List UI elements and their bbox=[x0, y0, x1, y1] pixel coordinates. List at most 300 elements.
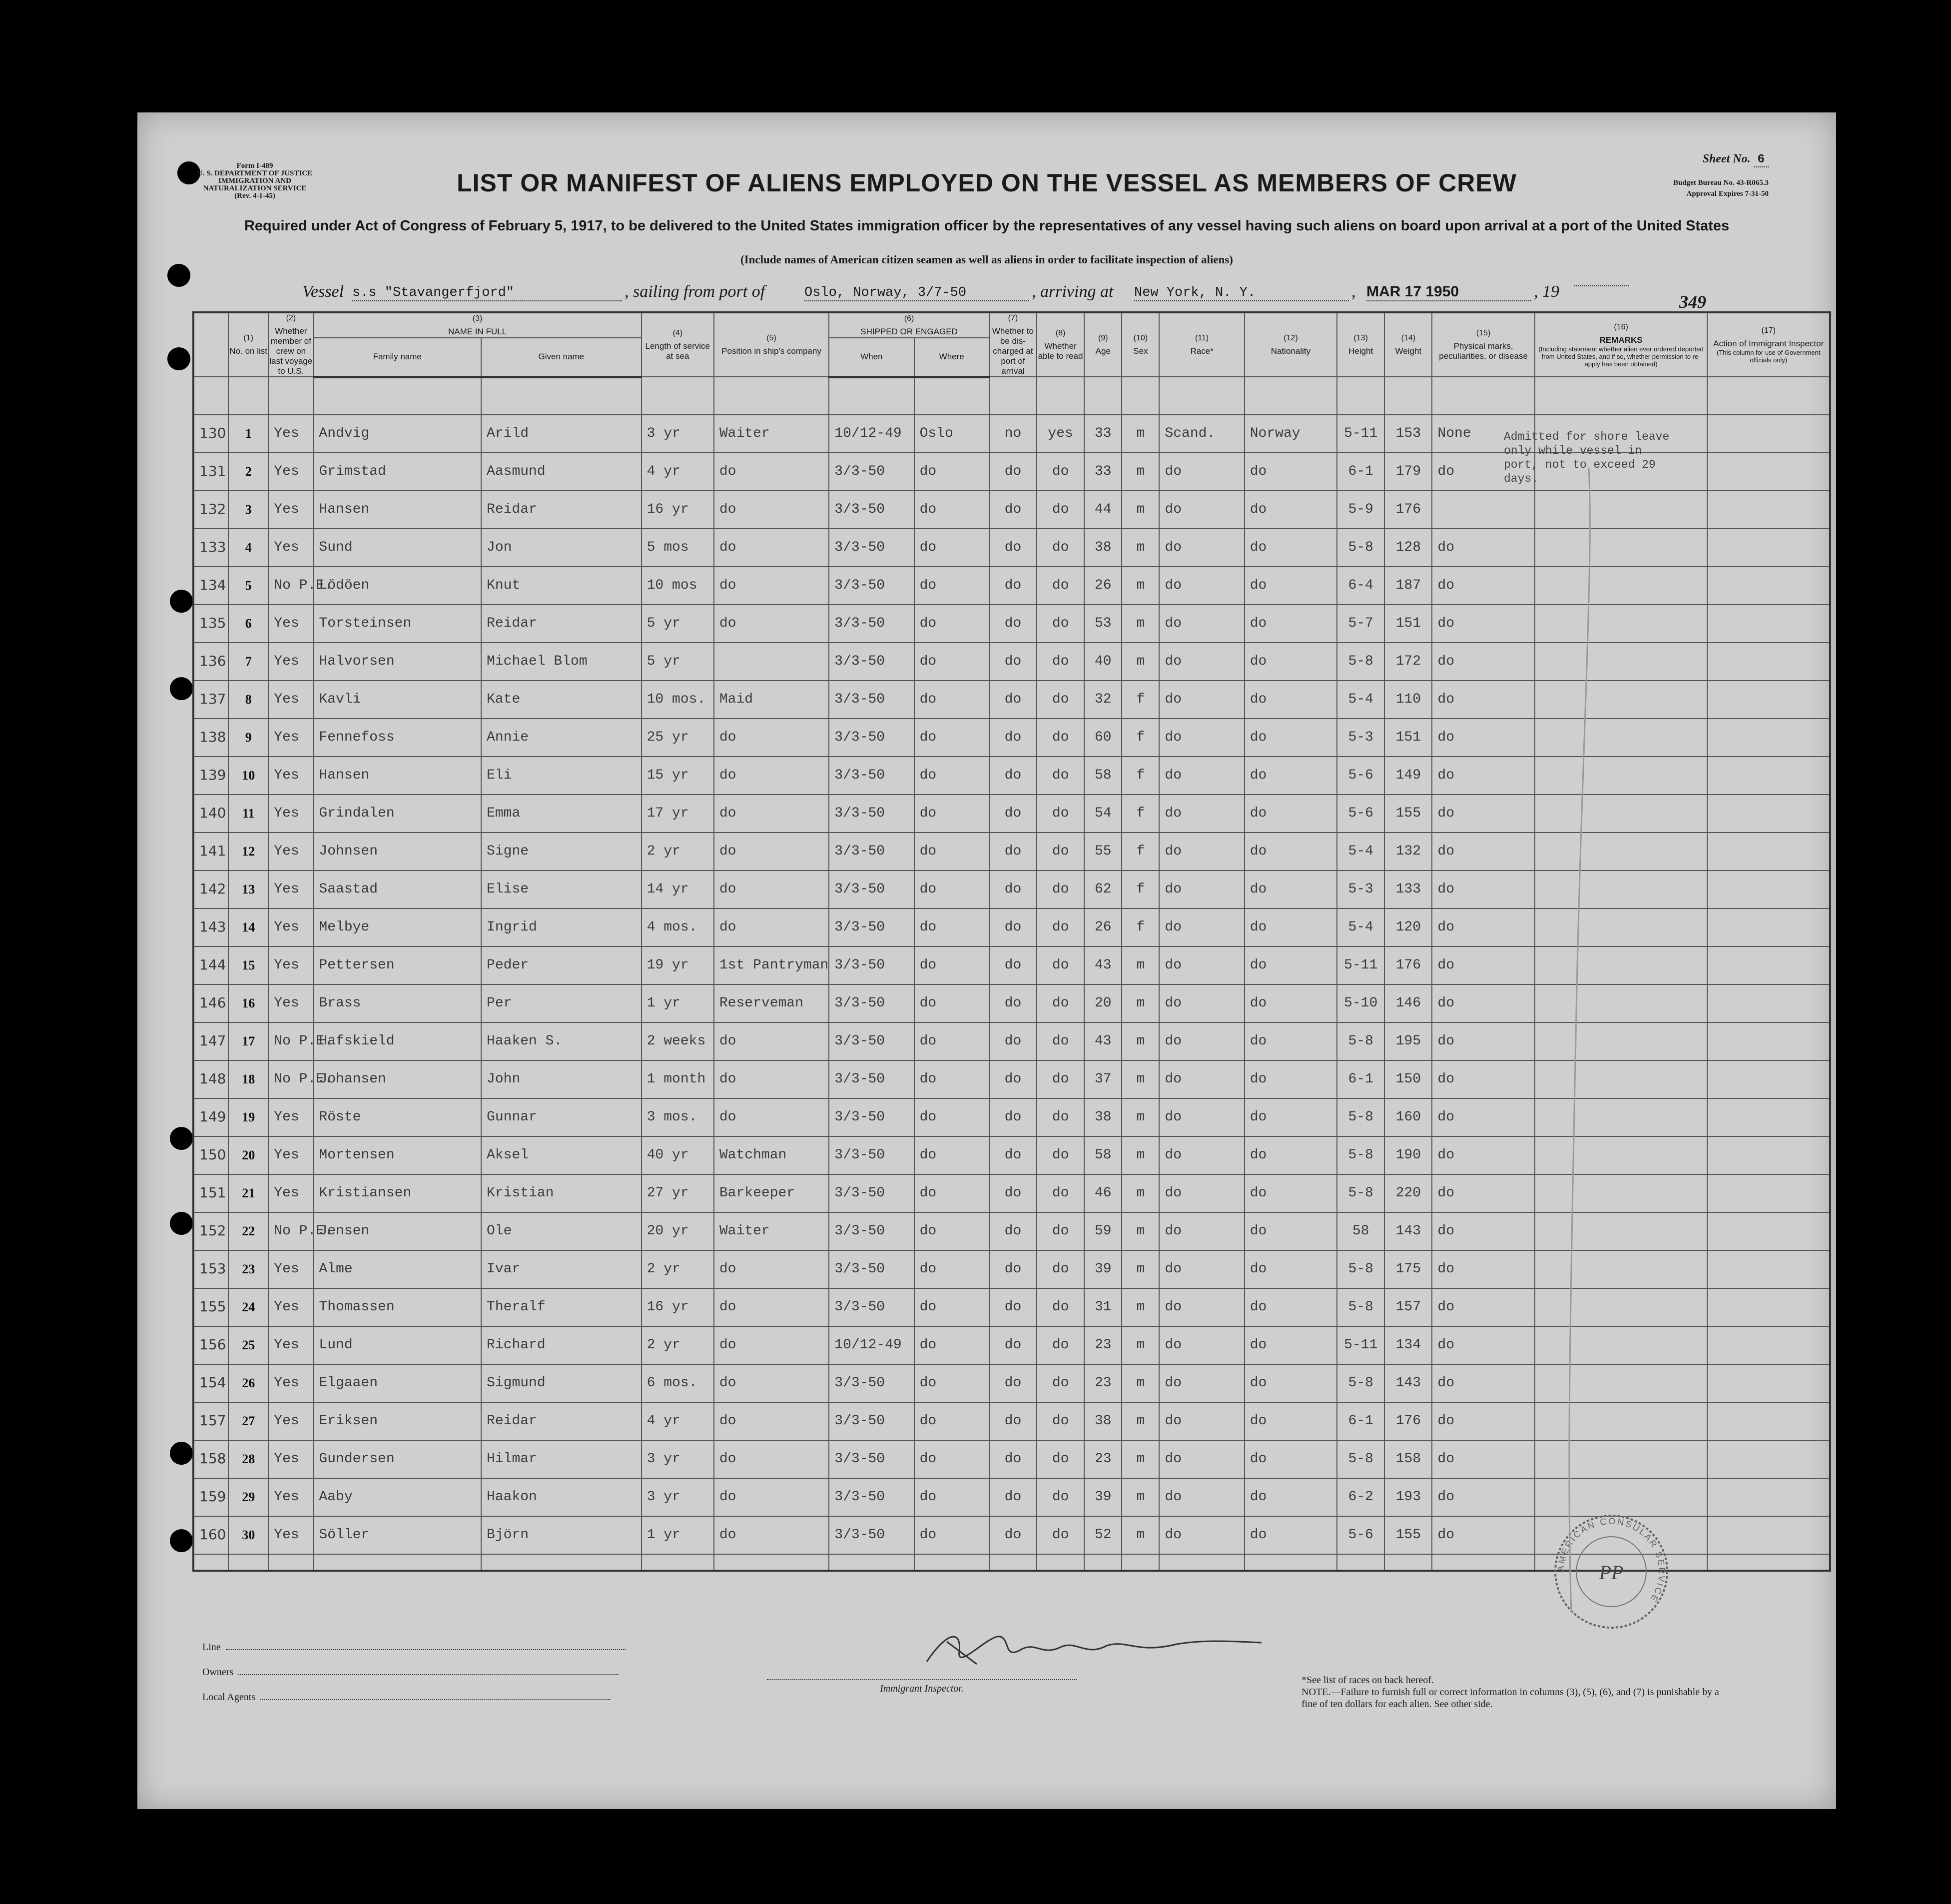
cell-remarks bbox=[1535, 1136, 1708, 1174]
cell-race: do bbox=[1159, 605, 1244, 643]
table-row bbox=[193, 1326, 1830, 1364]
cell-no: 22 bbox=[228, 1212, 268, 1250]
cell-discharged: do bbox=[989, 833, 1037, 871]
cell-sex: m bbox=[1122, 947, 1159, 984]
cell-when: 3/3-50 bbox=[829, 681, 914, 719]
cell-given: Hilmar bbox=[481, 1440, 642, 1478]
cell-nationality: do bbox=[1245, 681, 1337, 719]
cell-service: 1 yr bbox=[642, 984, 714, 1022]
cell-service: 5 mos bbox=[642, 529, 714, 567]
cell-height: 5-4 bbox=[1337, 681, 1384, 719]
line-number-cell bbox=[193, 1136, 228, 1174]
table-row bbox=[193, 757, 1830, 795]
cell-height: 5-8 bbox=[1337, 1098, 1384, 1136]
cell-where: do bbox=[914, 757, 989, 795]
cell-member: Yes bbox=[268, 1440, 313, 1478]
cell-when: 3/3-50 bbox=[829, 947, 914, 984]
cell-given: Ingrid bbox=[481, 909, 642, 947]
col-header-given: Given name bbox=[481, 338, 642, 377]
table-row bbox=[193, 1440, 1830, 1478]
cell-remarks bbox=[1535, 1212, 1708, 1250]
line-number-cell bbox=[193, 529, 228, 567]
cell-marks: do bbox=[1432, 1440, 1534, 1478]
cell-discharged: do bbox=[989, 1478, 1037, 1516]
cell-marks: do bbox=[1432, 1212, 1534, 1250]
cell-no: 1 bbox=[228, 415, 268, 453]
cell-when: 3/3-50 bbox=[829, 643, 914, 681]
cell-where: do bbox=[914, 1250, 989, 1288]
cell-remarks bbox=[1535, 605, 1708, 643]
cell-when: 3/3-50 bbox=[829, 833, 914, 871]
cell-weight: 176 bbox=[1384, 1402, 1432, 1440]
cell-service: 2 weeks bbox=[642, 1022, 714, 1060]
cell-given: Aasmund bbox=[481, 453, 642, 491]
cell-nationality: do bbox=[1245, 795, 1337, 833]
cell-remarks bbox=[1535, 567, 1708, 605]
line-number: 155 bbox=[199, 1298, 226, 1315]
cell-sex: f bbox=[1122, 909, 1159, 947]
cell-position: do bbox=[714, 871, 829, 909]
cell-height: 5-6 bbox=[1337, 757, 1384, 795]
footer-notes bbox=[1301, 1674, 1731, 1710]
cell-position: do bbox=[714, 1060, 829, 1098]
cell-height: 5-8 bbox=[1337, 1364, 1384, 1402]
cell-given: Peder bbox=[481, 947, 642, 984]
cell-remarks bbox=[1535, 984, 1708, 1022]
cell-when: 3/3-50 bbox=[829, 567, 914, 605]
cell-member: Yes bbox=[268, 415, 313, 453]
cell-race: do bbox=[1159, 757, 1244, 795]
cell-member: Yes bbox=[268, 1136, 313, 1174]
cell-weight: 150 bbox=[1384, 1060, 1432, 1098]
cell-position: do bbox=[714, 719, 829, 757]
cell-remarks bbox=[1535, 1402, 1708, 1440]
cell-when: 3/3-50 bbox=[829, 757, 914, 795]
cell-marks: do bbox=[1432, 1136, 1534, 1174]
cell-race: do bbox=[1159, 643, 1244, 681]
cell-age: 38 bbox=[1084, 1098, 1122, 1136]
cell-discharged: do bbox=[989, 1516, 1037, 1554]
cell-member: Yes bbox=[268, 909, 313, 947]
department: U. S. DEPARTMENT OF JUSTICE bbox=[197, 169, 313, 177]
cell-race: do bbox=[1159, 1060, 1244, 1098]
table-row bbox=[193, 681, 1830, 719]
col-header-nationality: (12) Nationality bbox=[1245, 312, 1337, 377]
cell-family: Kavli bbox=[313, 681, 481, 719]
cell-sex: m bbox=[1122, 643, 1159, 681]
cell-sex: m bbox=[1122, 1288, 1159, 1326]
cell-height: 5-3 bbox=[1337, 719, 1384, 757]
cell-no: 12 bbox=[228, 833, 268, 871]
cell-sex: m bbox=[1122, 1174, 1159, 1212]
cell-read: yes bbox=[1037, 415, 1084, 453]
cell-read: do bbox=[1037, 1250, 1084, 1288]
cell-nationality: Norway bbox=[1245, 415, 1337, 453]
cell-weight: 151 bbox=[1384, 719, 1432, 757]
cell-race: do bbox=[1159, 453, 1244, 491]
cell-action bbox=[1707, 1060, 1830, 1098]
cell-sex: f bbox=[1122, 719, 1159, 757]
cell-when: 3/3-50 bbox=[829, 453, 914, 491]
col-header-weight: (14) Weight bbox=[1384, 312, 1432, 377]
cell-read: do bbox=[1037, 1364, 1084, 1402]
cell-family: Thomassen bbox=[313, 1288, 481, 1326]
cell-marks: do bbox=[1432, 1288, 1534, 1326]
cell-given: Reidar bbox=[481, 1402, 642, 1440]
cell-action bbox=[1707, 1250, 1830, 1288]
cell-sex: m bbox=[1122, 1060, 1159, 1098]
line-number-cell bbox=[193, 1364, 228, 1402]
line-number-cell bbox=[193, 947, 228, 984]
cell-marks: do bbox=[1432, 1098, 1534, 1136]
cell-height: 5-3 bbox=[1337, 871, 1384, 909]
arriving-value: New York, N. Y. bbox=[1134, 285, 1349, 301]
cell-family: Röste bbox=[313, 1098, 481, 1136]
line-number: 150 bbox=[199, 1146, 226, 1163]
cell-race: do bbox=[1159, 1478, 1244, 1516]
cell-remarks bbox=[1535, 529, 1708, 567]
line-number: 137 bbox=[199, 691, 226, 707]
cell-where: do bbox=[914, 1212, 989, 1250]
cell-no: 23 bbox=[228, 1250, 268, 1288]
cell-no: 10 bbox=[228, 757, 268, 795]
col-header-position: (5) Position in ship's company bbox=[714, 312, 829, 377]
cell-family: Torsteinsen bbox=[313, 605, 481, 643]
cell-height: 5-11 bbox=[1337, 1326, 1384, 1364]
cell-where: do bbox=[914, 453, 989, 491]
cell-nationality: do bbox=[1245, 1174, 1337, 1212]
svg-text:AMERICAN CONSULAR SERVICE: AMERICAN CONSULAR SERVICE bbox=[1555, 1516, 1667, 1605]
cell-marks: do bbox=[1432, 1326, 1534, 1364]
cell-height: 5-6 bbox=[1337, 1516, 1384, 1554]
cell-family: Saastad bbox=[313, 871, 481, 909]
cell-read: do bbox=[1037, 909, 1084, 947]
cell-race: do bbox=[1159, 1516, 1244, 1554]
cell-weight: 172 bbox=[1384, 643, 1432, 681]
cell-read: do bbox=[1037, 719, 1084, 757]
table-row bbox=[193, 605, 1830, 643]
cell-read: do bbox=[1037, 1174, 1084, 1212]
cell-read: do bbox=[1037, 1402, 1084, 1440]
cell-action bbox=[1707, 605, 1830, 643]
cell-when: 3/3-50 bbox=[829, 491, 914, 529]
table-row bbox=[193, 833, 1830, 871]
cell-nationality: do bbox=[1245, 871, 1337, 909]
cell-action bbox=[1707, 415, 1830, 453]
line-number-cell bbox=[193, 1288, 228, 1326]
cell-position bbox=[714, 643, 829, 681]
cell-weight: 179 bbox=[1384, 453, 1432, 491]
cell-family: Halvorsen bbox=[313, 643, 481, 681]
cell-action bbox=[1707, 1022, 1830, 1060]
cell-nationality: do bbox=[1245, 1136, 1337, 1174]
year-label: , 19 bbox=[1534, 282, 1559, 301]
line-number: 136 bbox=[199, 653, 226, 669]
remarks-text: Admitted for shore leave only while vessel in port, not to exceed 29 days. bbox=[1504, 430, 1670, 485]
cell-action bbox=[1707, 947, 1830, 984]
line-number-cell bbox=[193, 719, 228, 757]
cell-no: 19 bbox=[228, 1098, 268, 1136]
cell-race: do bbox=[1159, 833, 1244, 871]
table-row bbox=[193, 1250, 1830, 1288]
cell-race: do bbox=[1159, 1098, 1244, 1136]
cell-when: 3/3-50 bbox=[829, 1478, 914, 1516]
cell-family: Lund bbox=[313, 1326, 481, 1364]
cell-remarks bbox=[1535, 491, 1708, 529]
approval-expiry: Approval Expires 7-31-50 bbox=[1686, 190, 1769, 198]
cell-discharged: do bbox=[989, 1022, 1037, 1060]
cell-given: Aksel bbox=[481, 1136, 642, 1174]
cell-discharged: do bbox=[989, 795, 1037, 833]
cell-remarks bbox=[1535, 1478, 1708, 1516]
cell-height: 5-8 bbox=[1337, 1288, 1384, 1326]
cell-race: do bbox=[1159, 1212, 1244, 1250]
cell-remarks bbox=[1535, 681, 1708, 719]
cell-member: Yes bbox=[268, 1098, 313, 1136]
cell-discharged: do bbox=[989, 1288, 1037, 1326]
punch-hole bbox=[170, 590, 193, 613]
cell-when: 10/12-49 bbox=[829, 1326, 914, 1364]
cell-no: 30 bbox=[228, 1516, 268, 1554]
cell-remarks bbox=[1535, 643, 1708, 681]
cell-service: 25 yr bbox=[642, 719, 714, 757]
cell-nationality: do bbox=[1245, 1022, 1337, 1060]
cell-age: 23 bbox=[1084, 1326, 1122, 1364]
cell-race: do bbox=[1159, 719, 1244, 757]
cell-action bbox=[1707, 491, 1830, 529]
cell-remarks bbox=[1535, 757, 1708, 795]
cell-marks: do bbox=[1432, 947, 1534, 984]
cell-where: do bbox=[914, 984, 989, 1022]
cell-action bbox=[1707, 871, 1830, 909]
cell-race: do bbox=[1159, 1364, 1244, 1402]
cell-no: 18 bbox=[228, 1060, 268, 1098]
footer-line: Line bbox=[202, 1642, 626, 1653]
line-number-cell bbox=[193, 1250, 228, 1288]
cell-position: do bbox=[714, 1288, 829, 1326]
cell-when: 3/3-50 bbox=[829, 1440, 914, 1478]
line-number-cell bbox=[193, 567, 228, 605]
cell-age: 52 bbox=[1084, 1516, 1122, 1554]
arriving-label: , arriving at bbox=[1032, 282, 1114, 301]
line-number-cell bbox=[193, 1098, 228, 1136]
cell-height: 5-11 bbox=[1337, 947, 1384, 984]
line-number-cell bbox=[193, 415, 228, 453]
cell-service: 16 yr bbox=[642, 1288, 714, 1326]
cell-age: 43 bbox=[1084, 1022, 1122, 1060]
cell-weight: 160 bbox=[1384, 1098, 1432, 1136]
punch-hole bbox=[167, 264, 190, 287]
cell-race: do bbox=[1159, 681, 1244, 719]
cell-marks: do bbox=[1432, 984, 1534, 1022]
cell-marks: do bbox=[1432, 1022, 1534, 1060]
cell-race: do bbox=[1159, 1326, 1244, 1364]
cell-given: Signe bbox=[481, 833, 642, 871]
line-number-cell bbox=[193, 1440, 228, 1478]
table-row bbox=[193, 491, 1830, 529]
line-number: 156 bbox=[199, 1336, 226, 1353]
cell-race: do bbox=[1159, 871, 1244, 909]
cell-no: 11 bbox=[228, 795, 268, 833]
cell-no: 6 bbox=[228, 605, 268, 643]
cell-where: do bbox=[914, 1060, 989, 1098]
col-header-no: (1) No. on list bbox=[228, 312, 268, 377]
cell-sex: m bbox=[1122, 1516, 1159, 1554]
cell-given: Arild bbox=[481, 415, 642, 453]
cell-age: 26 bbox=[1084, 909, 1122, 947]
cell-position: do bbox=[714, 1326, 829, 1364]
cell-when: 3/3-50 bbox=[829, 1250, 914, 1288]
cell-height: 5-4 bbox=[1337, 833, 1384, 871]
manifest-sheet bbox=[137, 112, 1836, 1809]
cell-marks: do bbox=[1432, 567, 1534, 605]
line-number: 146 bbox=[199, 994, 226, 1011]
cell-nationality: do bbox=[1245, 947, 1337, 984]
cell-position: do bbox=[714, 1402, 829, 1440]
cell-nationality: do bbox=[1245, 1060, 1337, 1098]
cell-read: do bbox=[1037, 795, 1084, 833]
cell-service: 15 yr bbox=[642, 757, 714, 795]
cell-sex: m bbox=[1122, 1478, 1159, 1516]
cell-read: do bbox=[1037, 757, 1084, 795]
cell-remarks bbox=[1535, 1440, 1708, 1478]
cell-given: John bbox=[481, 1060, 642, 1098]
cell-sex: m bbox=[1122, 984, 1159, 1022]
cell-family: Mortensen bbox=[313, 1136, 481, 1174]
cell-discharged: do bbox=[989, 1098, 1037, 1136]
table-row bbox=[193, 719, 1830, 757]
cell-height: 5-8 bbox=[1337, 1440, 1384, 1478]
cell-member: Yes bbox=[268, 757, 313, 795]
line-number-cell bbox=[193, 681, 228, 719]
table-row bbox=[193, 1402, 1830, 1440]
footer-agents: Local Agents bbox=[202, 1692, 610, 1703]
cell-race: do bbox=[1159, 1174, 1244, 1212]
cell-weight: 155 bbox=[1384, 795, 1432, 833]
cell-nationality: do bbox=[1245, 529, 1337, 567]
col-header-family: Family name bbox=[313, 338, 481, 377]
cell-action bbox=[1707, 833, 1830, 871]
table-row bbox=[193, 1060, 1830, 1098]
line-number: 158 bbox=[199, 1450, 226, 1467]
cell-family: Eriksen bbox=[313, 1402, 481, 1440]
cell-family: Kristiansen bbox=[313, 1174, 481, 1212]
cell-where: do bbox=[914, 1326, 989, 1364]
cell-height: 5-10 bbox=[1337, 984, 1384, 1022]
cell-service: 27 yr bbox=[642, 1174, 714, 1212]
cell-no: 25 bbox=[228, 1326, 268, 1364]
cell-remarks bbox=[1535, 1022, 1708, 1060]
cell-read: do bbox=[1037, 529, 1084, 567]
cell-no: 3 bbox=[228, 491, 268, 529]
cell-position: Watchman bbox=[714, 1136, 829, 1174]
page-title: LIST OR MANIFEST OF ALIENS EMPLOYED ON THE VESSEL AS MEMBERS OF CREW bbox=[457, 169, 1517, 197]
cell-sex: m bbox=[1122, 1326, 1159, 1364]
cell-age: 59 bbox=[1084, 1212, 1122, 1250]
cell-service: 20 yr bbox=[642, 1212, 714, 1250]
cell-height: 5-9 bbox=[1337, 491, 1384, 529]
cell-service: 2 yr bbox=[642, 1250, 714, 1288]
cell-read: do bbox=[1037, 681, 1084, 719]
cell-read: do bbox=[1037, 1326, 1084, 1364]
cell-when: 10/12-49 bbox=[829, 415, 914, 453]
punch-hole bbox=[170, 1212, 193, 1235]
cell-nationality: do bbox=[1245, 491, 1337, 529]
cell-sex: m bbox=[1122, 1022, 1159, 1060]
sheet-label: Sheet No. bbox=[1702, 152, 1751, 165]
cell-read: do bbox=[1037, 491, 1084, 529]
cell-service: 14 yr bbox=[642, 871, 714, 909]
cell-where: do bbox=[914, 795, 989, 833]
cell-read: do bbox=[1037, 1288, 1084, 1326]
col-header-when: When bbox=[829, 338, 914, 377]
cell-position: do bbox=[714, 795, 829, 833]
cell-no: 17 bbox=[228, 1022, 268, 1060]
cell-action bbox=[1707, 1440, 1830, 1478]
footer-owners: Owners bbox=[202, 1667, 618, 1678]
race-note: *See list of races on back hereof. bbox=[1301, 1675, 1434, 1686]
cell-height: 58 bbox=[1337, 1212, 1384, 1250]
cell-weight: 190 bbox=[1384, 1136, 1432, 1174]
cell-remarks bbox=[1535, 833, 1708, 871]
punch-hole bbox=[167, 347, 190, 370]
cell-given: Michael Blom bbox=[481, 643, 642, 681]
cell-family: Hafskield bbox=[313, 1022, 481, 1060]
cell-nationality: do bbox=[1245, 909, 1337, 947]
cell-weight: 143 bbox=[1384, 1364, 1432, 1402]
cell-discharged: do bbox=[989, 1212, 1037, 1250]
cell-age: 40 bbox=[1084, 643, 1122, 681]
cell-service: 6 mos. bbox=[642, 1364, 714, 1402]
cell-read: do bbox=[1037, 947, 1084, 984]
cell-member: Yes bbox=[268, 871, 313, 909]
cell-read: do bbox=[1037, 1440, 1084, 1478]
cell-marks: do bbox=[1432, 871, 1534, 909]
cell-given: Björn bbox=[481, 1516, 642, 1554]
cell-height: 5-6 bbox=[1337, 795, 1384, 833]
revision: (Rev. 4-1-45) bbox=[234, 192, 275, 200]
cell-given: Haakon bbox=[481, 1478, 642, 1516]
cell-read: do bbox=[1037, 984, 1084, 1022]
cell-age: 26 bbox=[1084, 567, 1122, 605]
cell-where: do bbox=[914, 1440, 989, 1478]
cell-where: do bbox=[914, 1174, 989, 1212]
col-header-read: (8) Whether able to read bbox=[1037, 312, 1084, 377]
line-number: 148 bbox=[199, 1070, 226, 1087]
cell-marks: do bbox=[1432, 795, 1534, 833]
line-number: 153 bbox=[199, 1260, 226, 1277]
vessel-line: Vessel s.s "Stavangerfjord" , sailing from port of Oslo, Norway, 3/7-50 , arriving at New York, N. Y. , MAR 17 1950 , 19 bbox=[302, 282, 1751, 307]
cell-service: 3 yr bbox=[642, 1478, 714, 1516]
cell-action bbox=[1707, 1174, 1830, 1212]
cell-weight: 176 bbox=[1384, 947, 1432, 984]
cell-height: 6-1 bbox=[1337, 453, 1384, 491]
col-header-marks: (15) Physical marks, peculiarities, or disease bbox=[1432, 312, 1534, 377]
cell-height: 5-8 bbox=[1337, 643, 1384, 681]
col-header-remarks: (16) REMARKS (Including statement whether alien ever ordered deported from United States, and if so, whether permission to re-apply has been obtained) bbox=[1535, 312, 1708, 377]
service-name: IMMIGRATION AND NATURALIZATION SERVICE bbox=[203, 177, 307, 192]
cell-given: Ole bbox=[481, 1212, 642, 1250]
cell-service: 1 month bbox=[642, 1060, 714, 1098]
cell-marks: do bbox=[1432, 643, 1534, 681]
cell-no: 13 bbox=[228, 871, 268, 909]
cell-no: 27 bbox=[228, 1402, 268, 1440]
cell-no: 8 bbox=[228, 681, 268, 719]
line-number: 131 bbox=[199, 463, 226, 479]
cell-discharged: do bbox=[989, 1402, 1037, 1440]
cell-discharged: do bbox=[989, 719, 1037, 757]
cell-service: 5 yr bbox=[642, 605, 714, 643]
